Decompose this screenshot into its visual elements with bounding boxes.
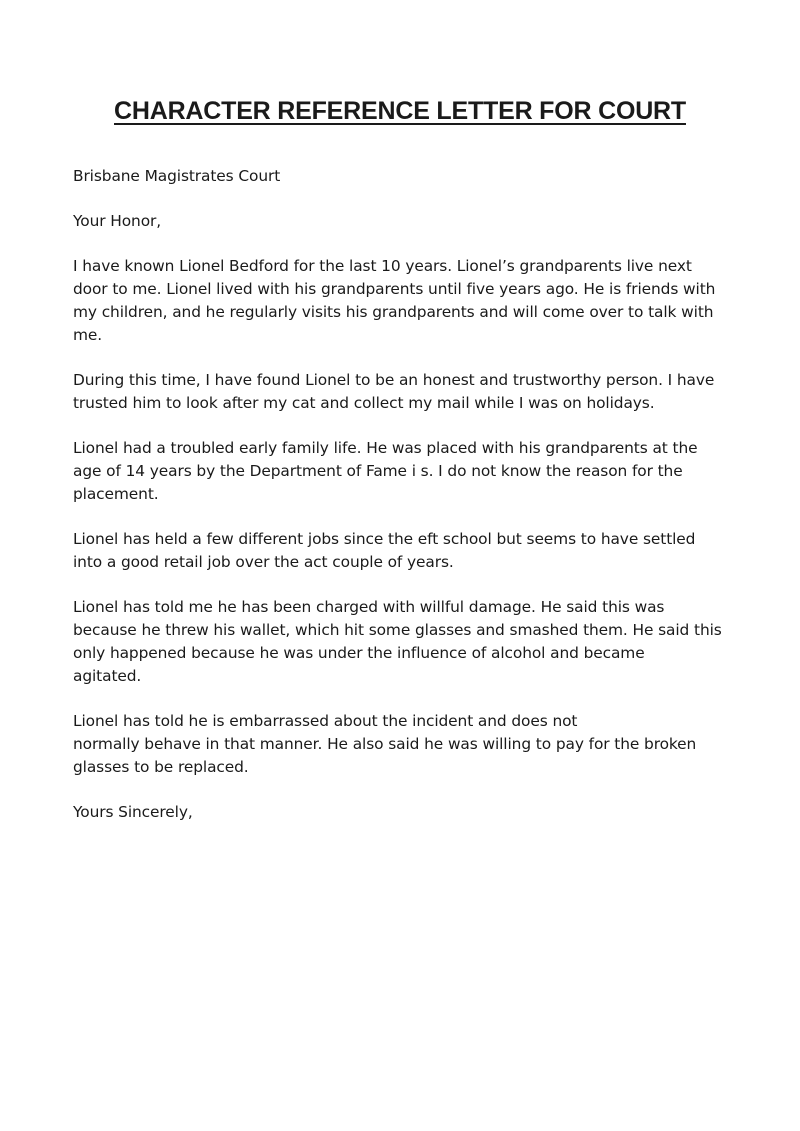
paragraph-line: Lionel has told me he has been charged with willful damage. He said this was: [73, 598, 665, 616]
paragraph-line: placement.: [73, 485, 159, 503]
paragraph-line: glasses to be replaced.: [73, 758, 249, 776]
salutation: Your Honor,: [73, 212, 162, 230]
paragraph-3: [73, 437, 733, 506]
closing: Yours Sincerely,: [73, 803, 193, 821]
paragraph-line: door to me. Lionel lived with his grandparents until five years ago. He is friends with: [73, 280, 716, 298]
paragraph-line: agitated.: [73, 667, 142, 685]
paragraph-line: into a good retail job over the act couple of years.: [73, 553, 454, 571]
paragraph-line: my children, and he regularly visits his grandparents and will come over to talk with: [73, 303, 714, 321]
paragraph-line: Lionel has held a few different jobs since the eft school but seems to have settled: [73, 530, 696, 548]
paragraph-5: [73, 596, 733, 688]
paragraph-2: [73, 369, 733, 415]
letter-title-text: CHARACTER REFERENCE LETTER FOR COURT: [114, 97, 686, 125]
paragraph-line: age of 14 years by the Department of Fame i s. I do not know the reason for the: [73, 462, 683, 480]
paragraph-line: trusted him to look after my cat and collect my mail while I was on holidays.: [73, 394, 655, 412]
letter-body: [73, 165, 733, 846]
paragraph-line: Lionel had a troubled early family life. He was placed with his grandparents at the: [73, 439, 698, 457]
paragraph-line: During this time, I have found Lionel to be an honest and trustworthy person. I have: [73, 371, 715, 389]
letter-title: [0, 97, 800, 126]
paragraph-6: [73, 710, 733, 779]
paragraph-line: I have known Lionel Bedford for the last 10 years. Lionel’s grandparents live next: [73, 257, 692, 275]
court-name: Brisbane Magistrates Court: [73, 167, 281, 185]
paragraph-4: [73, 528, 733, 574]
paragraph-line: Lionel has told he is embarrassed about the incident and does not: [73, 712, 578, 730]
paragraph-line: me.: [73, 326, 103, 344]
paragraph-1: [73, 255, 733, 347]
paragraph-line: only happened because he was under the influence of alcohol and became: [73, 644, 645, 662]
paragraph-line: normally behave in that manner. He also said he was willing to pay for the broken: [73, 735, 697, 753]
paragraph-line: because he threw his wallet, which hit some glasses and smashed them. He said this: [73, 621, 722, 639]
